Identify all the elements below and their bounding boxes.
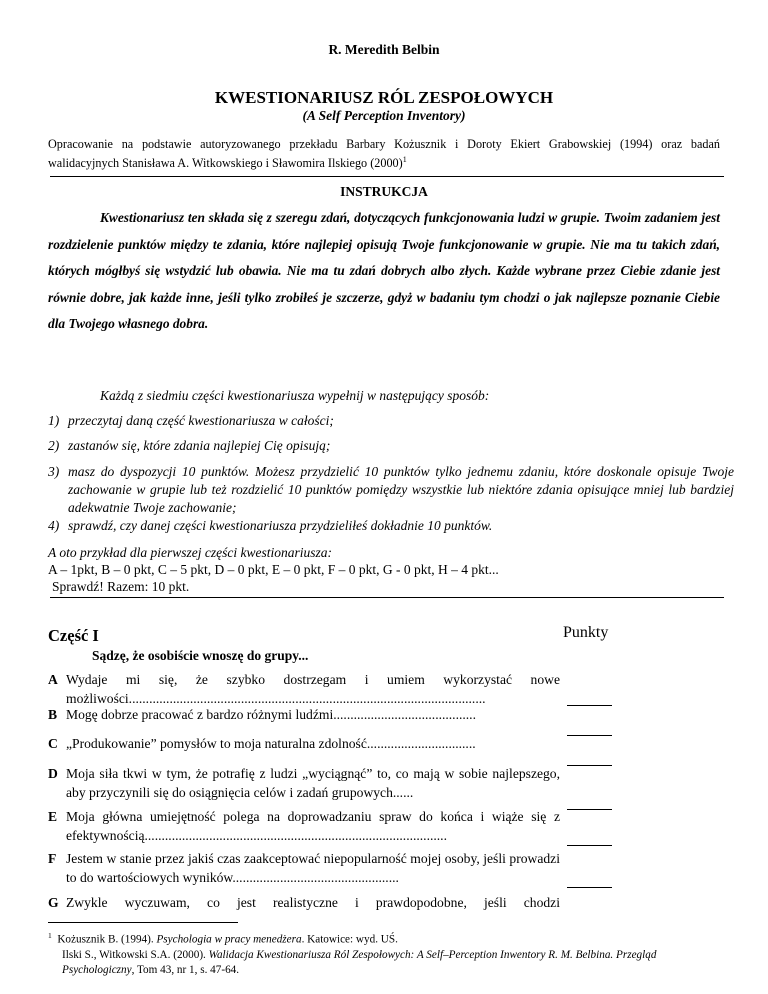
footnote-ref: 1 — [402, 155, 407, 164]
instructions-heading: INSTRUKCJA — [340, 184, 428, 199]
statement-text: Zwykle wyczuwam, co jest realistyczne i prawdopodobne, jeśli chodzi — [66, 895, 560, 910]
source-note-text: Opracowanie na podstawie autoryzowanego przekładu Barbary Kożusznik i Doroty Ekiert Grabowskiej (1994) oraz badań walidacyjnych Stanisława A. Witkowskiego i Sławomira Ilskiego (2000) — [48, 137, 720, 171]
method-intro: Każdą z siedmiu części kwestionariusza wypełnij w następujący sposób: — [100, 388, 490, 403]
statement-letter: C — [48, 736, 58, 751]
statement-text: Moja główna umiejętność polega na doprowadzaniu spraw do końca i wiąże się z efektywnością......................................................................................... — [66, 809, 560, 843]
footnote-separator — [48, 922, 238, 923]
statement-text: Mogę dobrze pracować z bardzo różnymi ludźmi.......................................... — [66, 707, 476, 722]
footnote-italic: Psychologia w pracy menedżera — [156, 933, 302, 946]
example-line: A – 1pkt, B – 0 pkt, C – 5 pkt, D – 0 pkt, E – 0 pkt, F – 0 pkt, G - 0 pkt, H – 4 pkt... — [48, 562, 499, 577]
step-number: 1) — [48, 413, 60, 428]
footnote-text: Ilski S., Witkowski S.A. (2000). — [62, 948, 209, 961]
part-prompt: Sądzę, że osobiście wnoszę do grupy... — [92, 648, 309, 663]
statement-text: Moja siła tkwi w tym, że potrafię z ludzi „wyciągnąć” to, co mają w sobie najlepszego, aby przyczynili się do osiągnięcia celów i zadań grupowych...... — [66, 766, 560, 800]
points-field-a[interactable] — [567, 705, 612, 706]
footnote-mark: 1 — [48, 931, 52, 940]
points-field-c[interactable] — [567, 765, 612, 766]
footnote-text: , Tom 43, nr 1, s. 47-64. — [131, 963, 240, 976]
step-2 — [48, 438, 720, 454]
points-label: Punkty — [563, 624, 609, 641]
statement-f — [48, 849, 560, 887]
example-intro: A oto przykład dla pierwszej części kwestionariusza: — [48, 545, 332, 560]
statement-c — [48, 734, 560, 753]
points-field-e[interactable] — [567, 845, 612, 846]
footnote — [48, 928, 720, 978]
statement-b — [48, 705, 560, 724]
author: R. Meredith Belbin — [328, 42, 440, 57]
statement-letter: D — [48, 766, 58, 781]
document-subtitle: (A Self Perception Inventory) — [302, 108, 466, 123]
divider — [50, 597, 724, 598]
instructions-intro: Kwestionariusz ten składa się z szeregu zdań, dotyczących funkcjonowania ludzi w grupie. Twoim zadaniem jest rozdzielenie punktów między te zdania, które najlepiej opisują Twoje funkcjonowanie w grupie. Nie ma tu takich zdań, których mógłbyś się wstydzić lub obawia. Nie ma tu zdań dobrych albo złych. Każde wybrane przez Ciebie zdanie jest równie dobre, jak każde inne, jeśli tylko zrobiłeś je szczerze, gdyż w badaniu tym chodzi o jak najlepsze poznanie Ciebie dla Twojego własnego dobra. — [48, 210, 720, 331]
statement-letter: E — [48, 809, 58, 824]
statement-d — [48, 764, 560, 802]
step-1 — [48, 413, 720, 429]
statement-letter: G — [48, 895, 59, 910]
example-check: Sprawdź! Razem: 10 pkt. — [52, 579, 190, 594]
statement-letter: F — [48, 851, 57, 866]
statement-g — [48, 893, 560, 912]
points-field-f[interactable] — [567, 887, 612, 888]
divider — [50, 176, 724, 177]
step-3 — [48, 463, 734, 517]
footnote-line-2 — [48, 948, 720, 978]
statement-letter: B — [48, 707, 58, 722]
statement-text: „Produkowanie” pomysłów to moja naturalna zdolność................................ — [66, 736, 476, 751]
footnote-italic: Walidacja Kwestionariusza Ról Zespołowych: A Self–Perception Inwentory R. M. Belbina. Przegląd Psychologiczny — [62, 948, 657, 976]
points-field-d[interactable] — [567, 809, 612, 810]
footnote-text: . Katowice: wyd. UŚ. — [301, 933, 398, 946]
step-text: masz do dyspozycji 10 punktów. Możesz przydzielić 10 punktów tylko jednemu zdaniu, które doskonale opisuje Twoje zachowanie w grupie lub też rozdzielić 10 punktów pomiędzy wszystkie lub niektóre zdania opisujące mniej lub bardziej adekwatnie Twoje zachowanie; — [68, 464, 734, 515]
step-number: 3) — [48, 464, 60, 479]
statement-letter: A — [48, 672, 58, 687]
footnote-line-1 — [48, 928, 720, 948]
step-text: zastanów się, które zdania najlepiej Cię opisują; — [68, 438, 331, 453]
document-title: KWESTIONARIUSZ RÓL ZESPOŁOWYCH — [214, 88, 554, 107]
step-4 — [48, 518, 720, 534]
statement-text: Jestem w stanie przez jakiś czas zaakceptować niepopularność mojej osoby, jeśli prowadzi to do wartościowych wyników................................................. — [66, 851, 560, 885]
step-text: sprawdź, czy danej części kwestionariusza przydzieliłeś dokładnie 10 punktów. — [68, 518, 493, 533]
step-text: przeczytaj daną część kwestionariusza w całości; — [68, 413, 334, 428]
statement-a — [48, 670, 560, 708]
step-number: 4) — [48, 518, 60, 533]
footnote-text: Kożusznik B. (1994). — [57, 933, 157, 946]
part-title: Część I — [48, 626, 99, 645]
points-field-b[interactable] — [567, 735, 612, 736]
step-number: 2) — [48, 438, 60, 453]
statement-text: Wydaje mi się, że szybko dostrzegam i umiem wykorzystać nowe możliwości......................................................................................................... — [66, 672, 560, 706]
statement-e — [48, 807, 560, 845]
source-note — [48, 136, 720, 171]
